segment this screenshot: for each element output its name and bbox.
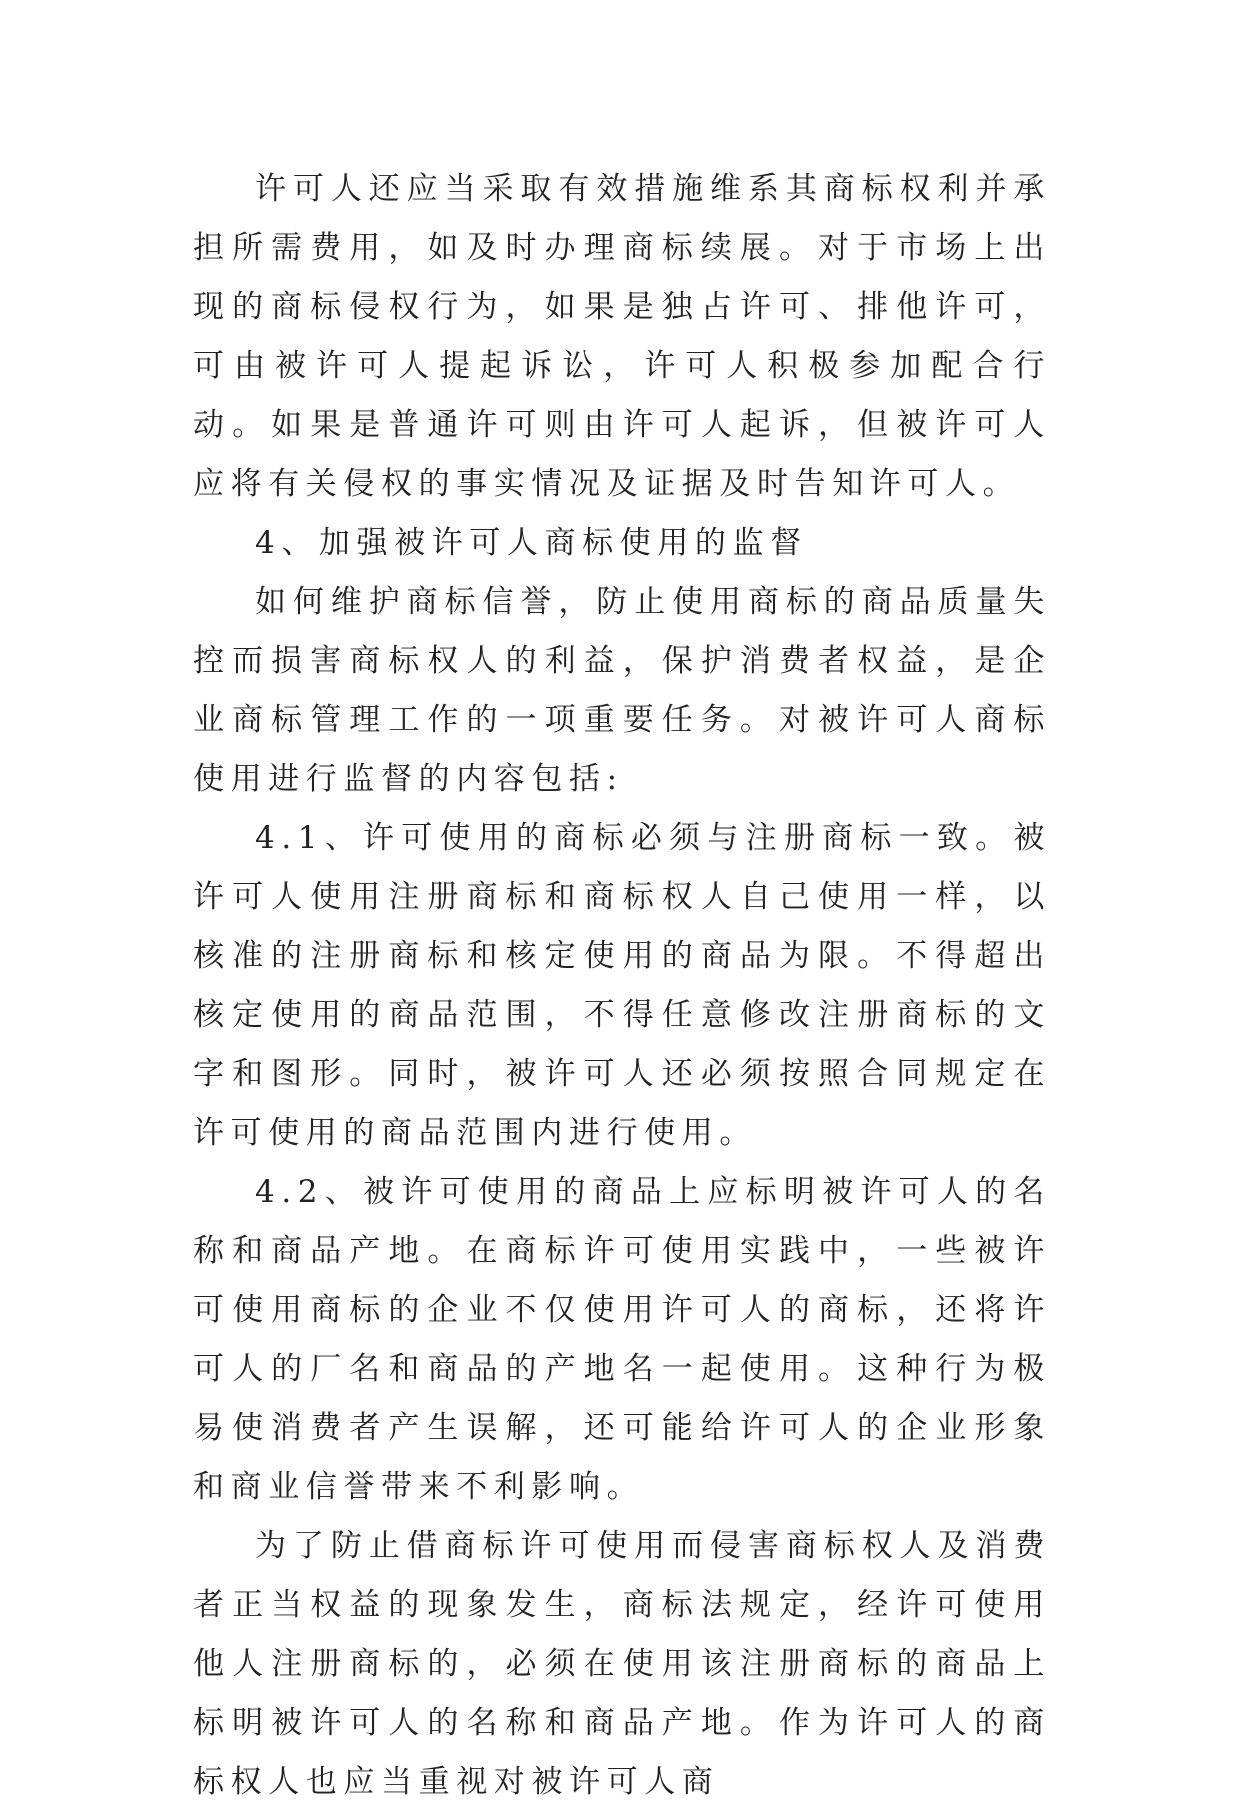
document-body — [193, 160, 1051, 1812]
paragraph-item-4-2: 4.2、被许可使用的商品上应标明被许可人的名称和商品产地。在商标许可使用实践中，一些被许可使用商标的企业不仅使用许可人的商标，还将许可人的厂名和商品的产地名一起使用。这种行为极易使消费者产生误解，还可能给许可人的企业形象和商业信誉带来不利影响。 — [193, 1174, 1051, 1505]
paragraph-item-4-1: 4.1、许可使用的商标必须与注册商标一致。被许可人使用注册商标和商标权人自己使用一样，以核准的注册商标和核定使用的商品为限。不得超出核定使用的商品范围，不得任意修改注册商标的文字和图形。同时，被许可人还必须按照合同规定在许可使用的商品范围内进行使用。 — [193, 820, 1051, 1151]
paragraph-supervision-intro: 如何维护商标信誉，防止使用商标的商品质量失控而损害商标权人的利益，保护消费者权益，是企业商标管理工作的一项重要任务。对被许可人商标使用进行监督的内容包括: — [193, 584, 1051, 797]
section-heading-supervision: 4、加强被许可人商标使用的监督 — [255, 525, 808, 561]
paragraph-trademark-law: 为了防止借商标许可使用而侵害商标权人及消费者正当权益的现象发生，商标法规定，经许可使用他人注册商标的，必须在使用该注册商标的商品上标明被许可人的名称和商品产地。作为许可人的商标权人也应当重视对被许可人商 — [193, 1528, 1051, 1800]
paragraph-licensor-obligations: 许可人还应当采取有效措施维系其商标权利并承担所需费用，如及时办理商标续展。对于市场上出现的商标侵权行为，如果是独占许可、排他许可，可由被许可人提起诉讼，许可人积极参加配合行动。如果是普通许可则由许可人起诉，但被许可人应将有关侵权的事实情况及证据及时告知许可人。 — [193, 171, 1051, 502]
